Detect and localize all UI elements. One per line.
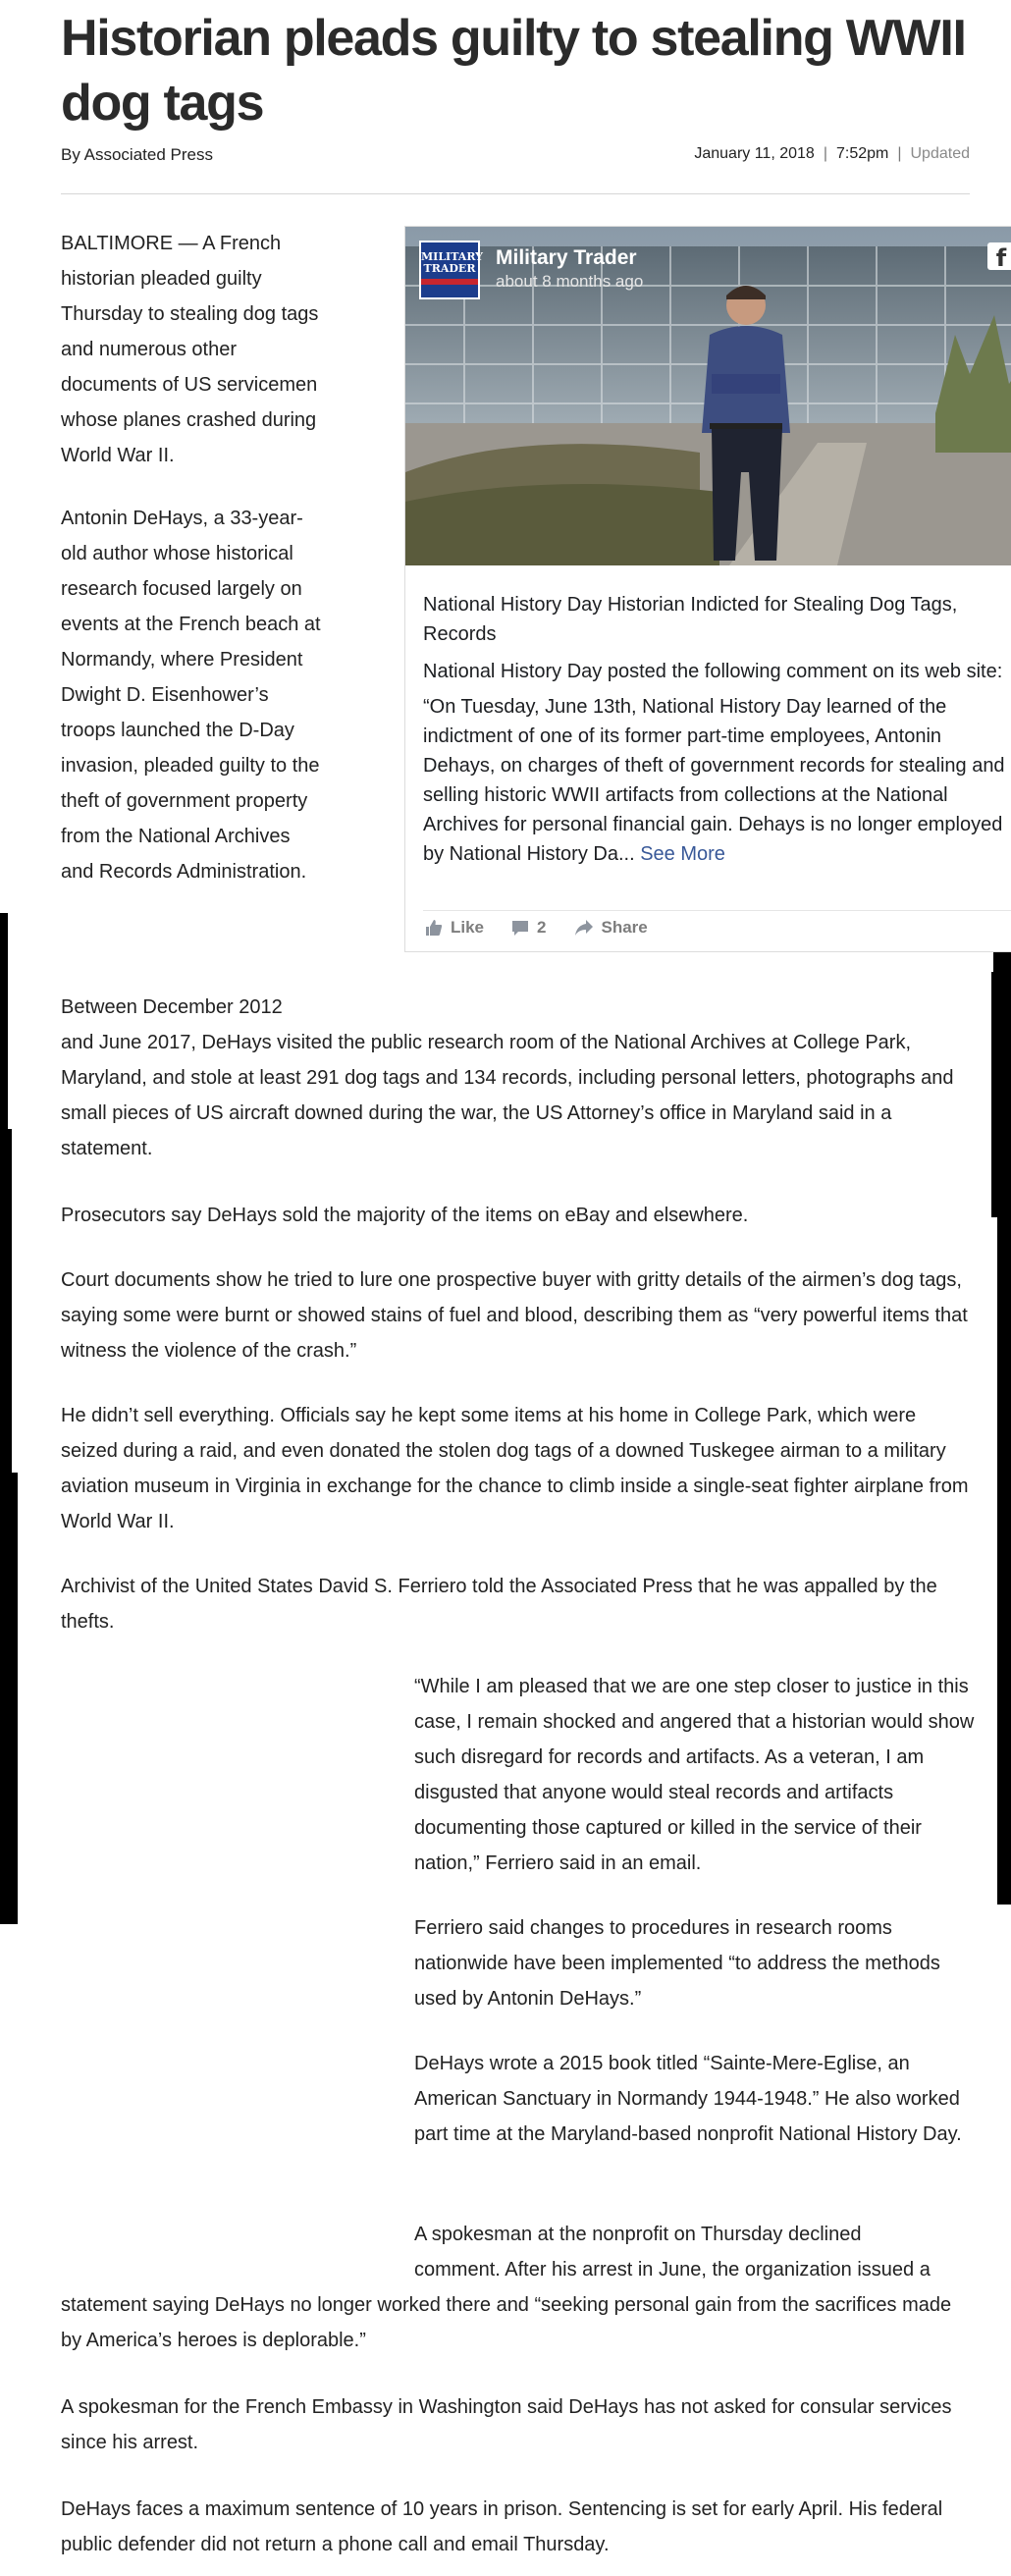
body-text	[61, 1262, 970, 1368]
header-divider	[61, 193, 970, 194]
body-text	[61, 1398, 970, 1539]
post-actions	[425, 918, 675, 938]
paragraph: statement saying DeHays no longer worked there and “seeking personal gain from the sacrifices made by America’s heroes is deplorable.”	[61, 2294, 952, 2351]
body-text	[61, 2287, 970, 2358]
facebook-icon[interactable]: f	[987, 242, 1011, 270]
paragraph: Court documents show he tried to lure one prospective buyer with gritty details of the airmen’s dog tags, saying some were burnt or showed stains of fuel and blood, describing them as “very powerful items that witness the violence of the crash.”	[61, 1269, 968, 1362]
page-name-link[interactable]: Military Trader	[496, 246, 637, 269]
body-text	[61, 2389, 970, 2460]
timestamp: January 11, 2018 | 7:52pm | Updated	[694, 145, 970, 162]
paragraph: A spokesman for the French Embassy in Washington said DeHays has not asked for consular services since his arrest.	[61, 2396, 952, 2453]
body-text	[61, 1198, 970, 1233]
see-more-link[interactable]: See More	[640, 843, 725, 865]
edge-bar	[0, 1129, 12, 1473]
body-text	[414, 2046, 978, 2152]
headline: Historian pleads guilty to stealing WWII dog tags	[61, 10, 966, 132]
paragraph: DeHays wrote a 2015 book titled “Sainte-Mere-Eglise, an American Sanctuary in Normandy 1944-1948.” He also worked part time at the Maryland-based nonprofit National History Day.	[414, 2053, 962, 2145]
paragraph: He didn’t sell everything. Officials say he kept some items at his home in College Park, which were seized during a raid, and even donated the stolen dog tags of a downed Tuskegee airman to a military aviation museum in Virginia in exchange for the chance to climb inside a single-seat fighter airplane from World War II.	[61, 1405, 969, 1532]
share-button[interactable]	[574, 918, 648, 938]
edge-bar	[0, 972, 8, 1129]
like-label: Like	[451, 918, 485, 937]
comment-button[interactable]	[511, 918, 546, 938]
embed-divider	[423, 910, 1011, 911]
paragraph: Antonin DeHays, a 33-year-old author whose historical research focused largely on events at the French beach at Normandy, where President Dwight D. Eisenhower’s troops launched the D-Day invasion, pleaded guilty to the theft of government property from the National Archives and Records Administration.	[61, 508, 321, 883]
post-title[interactable]: National History Day Historian Indicted for Stealing Dog Tags, Records	[423, 594, 958, 645]
edge-bar	[991, 972, 1011, 1217]
post-time[interactable]: about 8 months ago	[496, 272, 644, 291]
publish-time: 7:52pm	[835, 145, 889, 162]
paragraph: A spokesman at the nonprofit on Thursday declined	[414, 2224, 862, 2245]
paragraph: Prosecutors say DeHays sold the majority of the items on eBay and elsewhere.	[61, 1205, 749, 1226]
post-text	[423, 692, 1011, 869]
body-text	[61, 990, 970, 1166]
pull-quote	[414, 1669, 978, 1881]
paragraph: and June 2017, DeHays visited the public research room of the National Archives at College Park, Maryland, and stole at least 291 dog tags and 134 records, including personal letters, photographs and small pieces of US aircraft downed during the war, the US Attorney’s office in Maryland said in a statement.	[61, 1032, 954, 1159]
comment-count: 2	[537, 918, 547, 937]
military-trader-logo[interactable]	[419, 241, 483, 299]
body-text	[61, 1569, 970, 1639]
body-text	[414, 2217, 984, 2287]
thumbs-up-icon	[425, 919, 443, 937]
post-body	[423, 590, 1011, 869]
edge-bar	[0, 1473, 18, 1924]
paragraph: Between December 2012	[61, 996, 283, 1018]
logo-text: MILITARY TRADER	[421, 250, 483, 275]
paragraph: Archivist of the United States David S. Ferriero told the Associated Press that he was appalled by the thefts.	[61, 1576, 937, 1633]
paragraph: Ferriero said changes to procedures in research rooms nationwide have been implemented “to address the methods used by Antonin DeHays.”	[414, 1917, 940, 2010]
paragraph: comment. After his arrest in June, the organization issued a	[414, 2259, 931, 2281]
updated-link[interactable]: Updated	[910, 145, 970, 162]
facebook-embed[interactable]	[404, 226, 1011, 952]
paragraph: DeHays faces a maximum sentence of 10 years in prison. Sentencing is set for early April. His federal public defender did not return a phone call and email Thursday.	[61, 2498, 943, 2555]
share-icon	[574, 919, 594, 937]
post-quote: “On Tuesday, June 13th, National History Day learned of the indictment of one of its former part-time employees, Antonin Dehays, on charges of theft of government records for stealing and selling historic WWII artifacts from collections at the National Archives for personal financial gain. Dehays is no longer employed by National History Da...	[423, 696, 1005, 865]
post-lead: National History Day posted the following comment on its web site:	[423, 661, 1003, 682]
body-text	[61, 2492, 970, 2562]
comment-icon	[511, 919, 529, 937]
embed-photo[interactable]	[405, 227, 1011, 565]
byline: By Associated Press	[61, 145, 213, 164]
like-button[interactable]	[425, 918, 484, 938]
paragraph: “While I am pleased that we are one step closer to justice in this case, I remain shocked and angered that a historian would show such disregard for records and artifacts. As a veteran, I am disgusted that anyone would steal records and artifacts documenting those captured or killed in the service of their nation,” Ferriero said in an email.	[414, 1676, 975, 1874]
intro-column	[61, 226, 326, 889]
body-text	[414, 1910, 978, 2016]
publish-date: January 11, 2018	[694, 145, 815, 162]
share-label: Share	[601, 918, 648, 937]
paragraph: BALTIMORE — A French historian pleaded guilty Thursday to stealing dog tags and numerous other documents of US servicemen whose planes crashed during World War II.	[61, 233, 319, 466]
edge-bar	[997, 1217, 1011, 1905]
edge-bar	[0, 913, 8, 972]
